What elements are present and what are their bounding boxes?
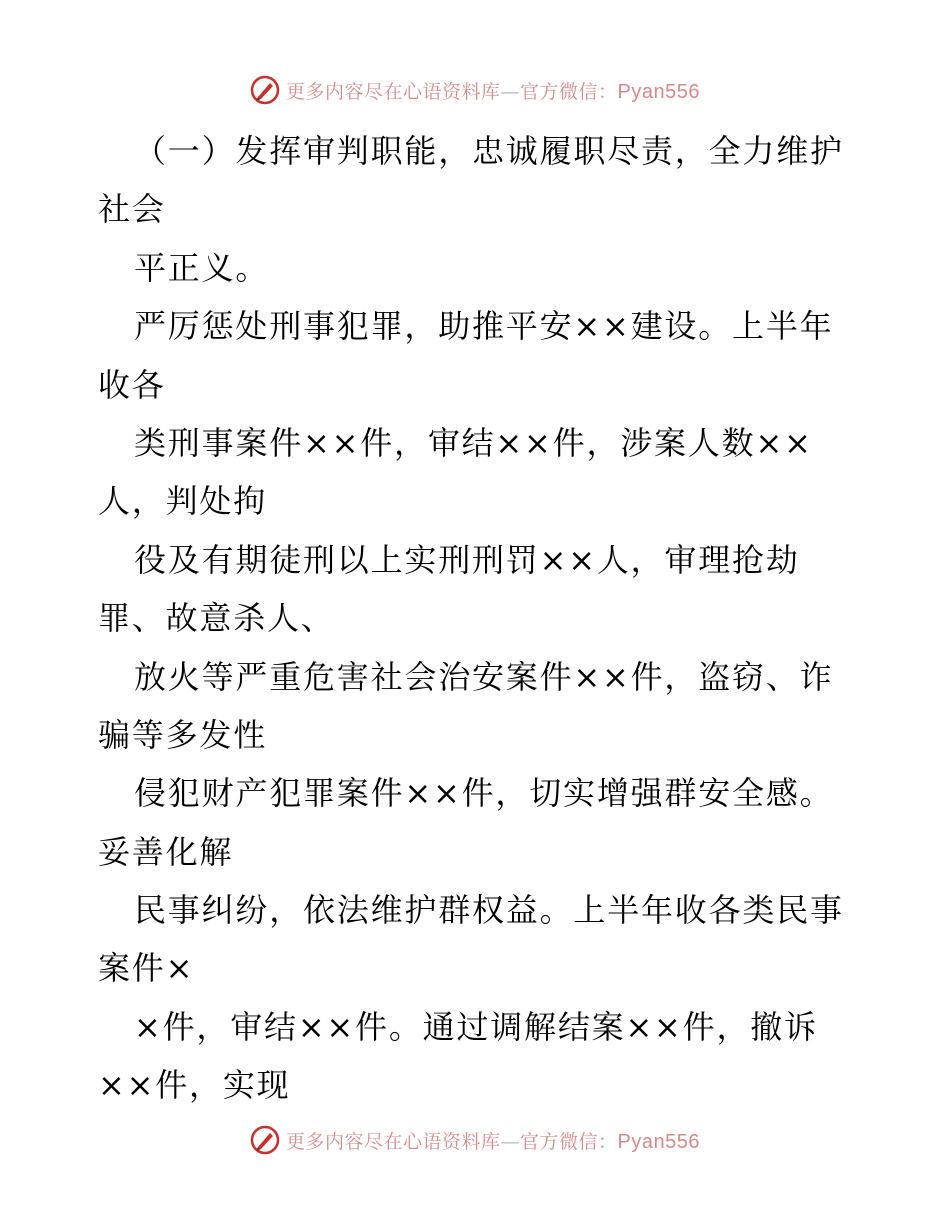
text-line: （一）发挥审判职能，忠诚履职尽责，全力维护 xyxy=(134,132,844,170)
text-line: 人，判处拘 xyxy=(98,482,268,521)
document-body xyxy=(98,122,858,1115)
watermark-dash: — xyxy=(500,80,521,103)
header-watermark xyxy=(0,70,950,110)
text-line: ××件，实现 xyxy=(98,1066,291,1105)
watermark-handle: Pyan556 xyxy=(617,80,700,103)
text-line: 平正义。 xyxy=(134,248,270,287)
text-line: 社会 xyxy=(98,190,166,229)
footer-watermark xyxy=(0,1120,950,1160)
pen-logo-icon xyxy=(250,1125,280,1155)
text-line: ×件，审结××件。通过调解结案××件，撤诉 xyxy=(134,1007,818,1046)
watermark-secondary: 官方微信： xyxy=(520,1130,618,1153)
text-line: 役及有期徒刑以上实刑刑罚××人，审理抢劫 xyxy=(134,540,800,579)
text-line: 妥善化解 xyxy=(98,832,234,871)
text-line: 收各 xyxy=(98,365,166,404)
text-line: 民事纠纷，依法维护群权益。上半年收各类民事 xyxy=(134,891,844,930)
text-line: 罪、故意杀人、 xyxy=(98,599,335,638)
text-line: 骗等多发性 xyxy=(98,715,268,754)
text-line: 放火等严重危害社会治安案件××件，盗窃、诈 xyxy=(134,657,834,696)
text-line: 侵犯财产犯罪案件××件，切实增强群安全感。 xyxy=(134,774,834,813)
text-line: 类刑事案件××件，审结××件，涉案人数×× xyxy=(134,423,813,462)
watermark-handle: Pyan556 xyxy=(617,1130,700,1153)
pen-logo-icon xyxy=(250,75,280,105)
watermark-main: 更多内容尽在心语资料库 xyxy=(286,80,501,103)
watermark-secondary: 官方微信： xyxy=(520,80,618,103)
watermark-text xyxy=(286,1127,700,1154)
watermark-text xyxy=(286,77,700,104)
watermark-main: 更多内容尽在心语资料库 xyxy=(286,1130,501,1153)
text-line: 严厉惩处刑事犯罪，助推平安××建设。上半年 xyxy=(134,307,834,346)
watermark-dash: — xyxy=(500,1130,521,1153)
text-line: 案件× xyxy=(98,949,195,988)
